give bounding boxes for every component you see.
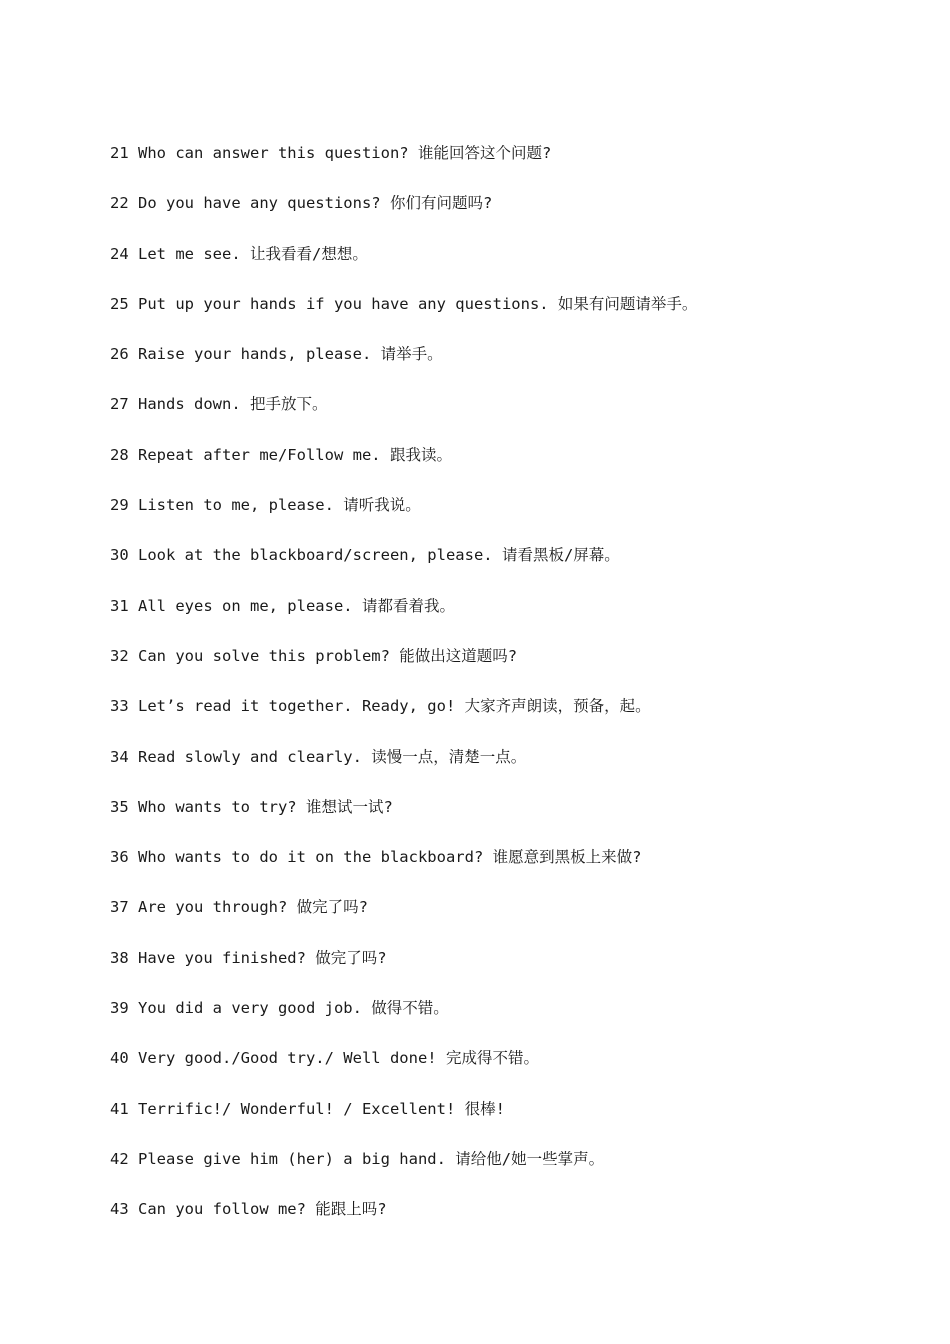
list-item xyxy=(110,140,910,190)
line-text: Raise your hands, please. 请举手。 xyxy=(128,345,443,364)
list-item xyxy=(110,1196,910,1246)
line-text: Terrific!/ Wonderful! / Excellent! 很棒! xyxy=(128,1099,505,1118)
line-text: Do you have any questions? 你们有问题吗? xyxy=(128,194,493,213)
line-text: Repeat after me/Follow me. 跟我读。 xyxy=(128,445,452,464)
list-item xyxy=(110,190,910,240)
list-item xyxy=(110,241,910,291)
line-text: Let’s read it together. Ready, go! 大家齐声朗读，预备，起。 xyxy=(128,697,651,716)
list-item xyxy=(110,1045,910,1095)
line-text: You did a very good job. 做得不错。 xyxy=(128,999,449,1018)
list-item xyxy=(110,341,910,391)
list-item xyxy=(110,945,910,995)
phrase-list xyxy=(110,140,910,1247)
line-text: Who wants to do it on the blackboard? 谁愿意到黑板上来做? xyxy=(128,848,642,867)
line-text: Let me see. 让我看看/想想。 xyxy=(128,244,368,263)
line-number: 24 xyxy=(110,244,129,263)
line-number: 42 xyxy=(110,1149,129,1168)
line-number: 38 xyxy=(110,948,129,967)
line-number: 34 xyxy=(110,747,129,766)
line-number: 29 xyxy=(110,496,129,515)
list-item xyxy=(110,1146,910,1196)
line-number: 28 xyxy=(110,445,129,464)
line-number: 40 xyxy=(110,1049,129,1068)
line-text: Please give him (her) a big hand. 请给他/她一些掌声。 xyxy=(128,1149,605,1168)
line-text: All eyes on me, please. 请都看着我。 xyxy=(128,596,455,615)
line-text: Who can answer this question? 谁能回答这个问题? xyxy=(128,144,552,162)
line-text: Can you follow me? 能跟上吗? xyxy=(128,1200,387,1219)
line-text: Can you solve this problem? 能做出这道题吗? xyxy=(128,646,518,665)
line-text: Look at the blackboard/screen, please. 请看黑板/屏幕。 xyxy=(128,546,620,565)
line-text: Read slowly and clearly. 读慢一点，清楚一点。 xyxy=(128,747,527,766)
line-number: 21 xyxy=(110,144,129,162)
line-number: 33 xyxy=(110,697,129,716)
line-number: 26 xyxy=(110,345,129,364)
line-text: Hands down. 把手放下。 xyxy=(128,395,328,414)
list-item xyxy=(110,693,910,743)
line-number: 32 xyxy=(110,646,129,665)
line-text: Put up your hands if you have any questions. 如果有问题请举手。 xyxy=(128,294,698,313)
list-item xyxy=(110,391,910,441)
list-item xyxy=(110,442,910,492)
list-item xyxy=(110,542,910,592)
line-number: 25 xyxy=(110,294,129,313)
line-number: 37 xyxy=(110,898,129,917)
line-text: Are you through? 做完了吗? xyxy=(128,898,368,917)
line-number: 31 xyxy=(110,596,129,615)
line-text: Very good./Good try./ Well done! 完成得不错。 xyxy=(128,1049,539,1068)
list-item xyxy=(110,995,910,1045)
list-item xyxy=(110,794,910,844)
list-item xyxy=(110,291,910,341)
line-text: Have you finished? 做完了吗? xyxy=(128,948,387,967)
list-item xyxy=(110,894,910,944)
list-item xyxy=(110,492,910,542)
line-number: 30 xyxy=(110,546,129,565)
line-number: 41 xyxy=(110,1099,129,1118)
list-item xyxy=(110,1096,910,1146)
list-item xyxy=(110,744,910,794)
line-number: 22 xyxy=(110,194,129,213)
list-item xyxy=(110,844,910,894)
line-text: Who wants to try? 谁想试一试? xyxy=(128,797,393,816)
line-text: Listen to me, please. 请听我说。 xyxy=(128,496,421,515)
list-item xyxy=(110,593,910,643)
list-item xyxy=(110,643,910,693)
line-number: 27 xyxy=(110,395,129,414)
line-number: 39 xyxy=(110,999,129,1018)
line-number: 36 xyxy=(110,848,129,867)
line-number: 35 xyxy=(110,797,129,816)
line-number: 43 xyxy=(110,1200,129,1219)
